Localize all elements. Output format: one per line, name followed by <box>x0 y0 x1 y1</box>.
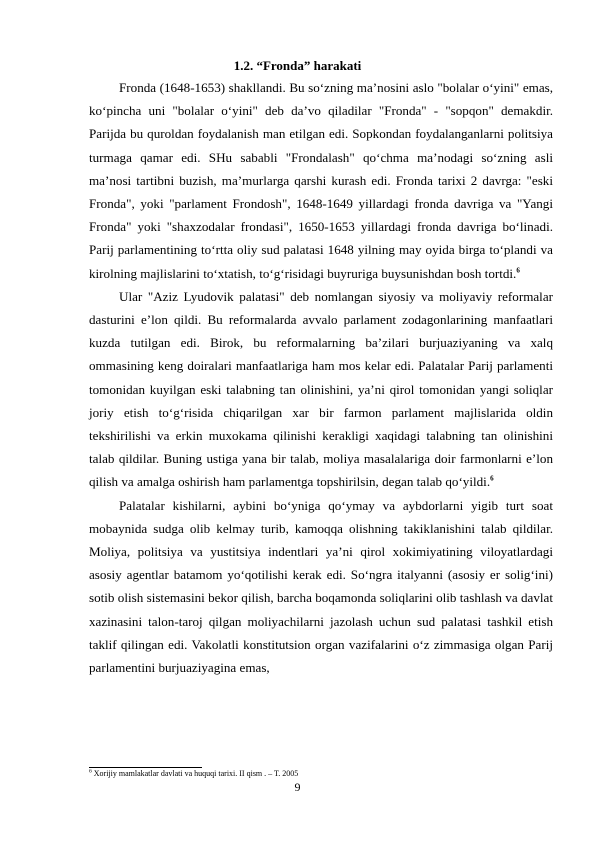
paragraph-3-text: Palatalar kishilarni, aybini bo‘yniga qo‘ymay va aybdorlarni yigib turt soat mobaynida sudga olib kelmay turib, kamoqqa olishning takiklanishini talab qildilar. Moliya, politsiya va yustitsiya indentlari ya’ni qirol xokimiyatining viloyatlardagi asosiy agentlar batamom yo‘qotilishi kerak edi. So‘ngra italyanni (asosiy er solig‘ini) sotib olish sistemasini bekor qilish, barcha boqamonda soliqlarini olib tashlash va davlat xazinasini talon-taroj qilgan moliyachilarni jazolash uchun sud palatasi tashkil etish taklif qilingan edi. Vakolatli konstitutsion organ vazifalarini o‘z zimmasiga olgan Parij parlamentini burjuaziyagina emas, <box>89 497 553 676</box>
section-heading: 1.2. “Fronda” harakati <box>233 58 362 73</box>
paragraph-1 <box>89 76 553 285</box>
paragraph-3 <box>89 494 553 680</box>
page-number: 9 <box>294 780 301 794</box>
paragraph-2-text: Ular "Aziz Lyudovik palatasi" deb nomlangan siyosiy va moliyaviy reformalar dasturini e’lon qildi. Bu reformalarda avvalo parlament zodagonlarining manfaatlari kuzda tutilgan edi. Birok, bu reformalarning ba’zilari burjuaziyaning va xalq ommasining keng doiralari manfaatlariga ham mos kelar edi. Palatalar Parij parlamenti tomonidan kuyilgan eski talabning tan olinishini, ya’ni qirol tomonidan yangi soliqlar joriy etish to‘g‘risida chiqarilgan xar bir farmon parlament majlislarida oldin tekshirilishi va erkin muxokama qilinishi kerakligi xaqidagi talabning tan olinishini talab qildilar. Buning ustiga yana bir talab, moliya masalalariga doir farmonlarni e’lon qilish va amalga oshirish ham parlamentga topshirilsin, degan talab qo‘yildi. <box>89 288 553 490</box>
footnote-divider <box>89 767 202 768</box>
body-text <box>89 76 553 679</box>
footnote-text: Xorijiy mamlakatlar davlati va huquqi tarixi. II qism . – T. 2005 <box>93 769 299 778</box>
paragraph-2 <box>89 285 553 494</box>
footnote-reference: 6 <box>490 475 494 484</box>
paragraph-1-text: Fronda (1648-1653) shakllandi. Bu so‘zning ma’nosini aslo "bolalar o‘yini" emas, ko‘pincha uni "bolalar o‘yini" deb da’vo qiladilar "Fronda" - "sopqon" demakdir. Parijda bu quroldan foydalanish man etilgan edi. Sopkondan foydalanganlarni politsiya turmaga qamar edi. SHu sababli "Frondalash" qo‘chma ma’nodagi so‘zning asli ma’nosi tartibni buzish, ma’murlarga qarshi kurash edi. Fronda tarixi 2 davrga: "eski Fronda", yoki "parlament Frondosh", 1648-1649 yillardagi fronda davriga va "Yangi Fronda" yoki "shaxzodalar frondasi", 1650-1653 yillardagi fronda davriga bo‘linadi. Parij parlamentining to‘rtta oliy sud palatasi 1648 yilning may oyida birga to‘plandi va kirolning majlislarini to‘xtatish, to‘g‘risidagi buyruriga buysunishdan bosh tortdi. <box>89 80 553 281</box>
footnote-mark: 6 <box>89 768 92 775</box>
footnote-reference: 6 <box>516 266 520 275</box>
footnote <box>89 769 553 779</box>
